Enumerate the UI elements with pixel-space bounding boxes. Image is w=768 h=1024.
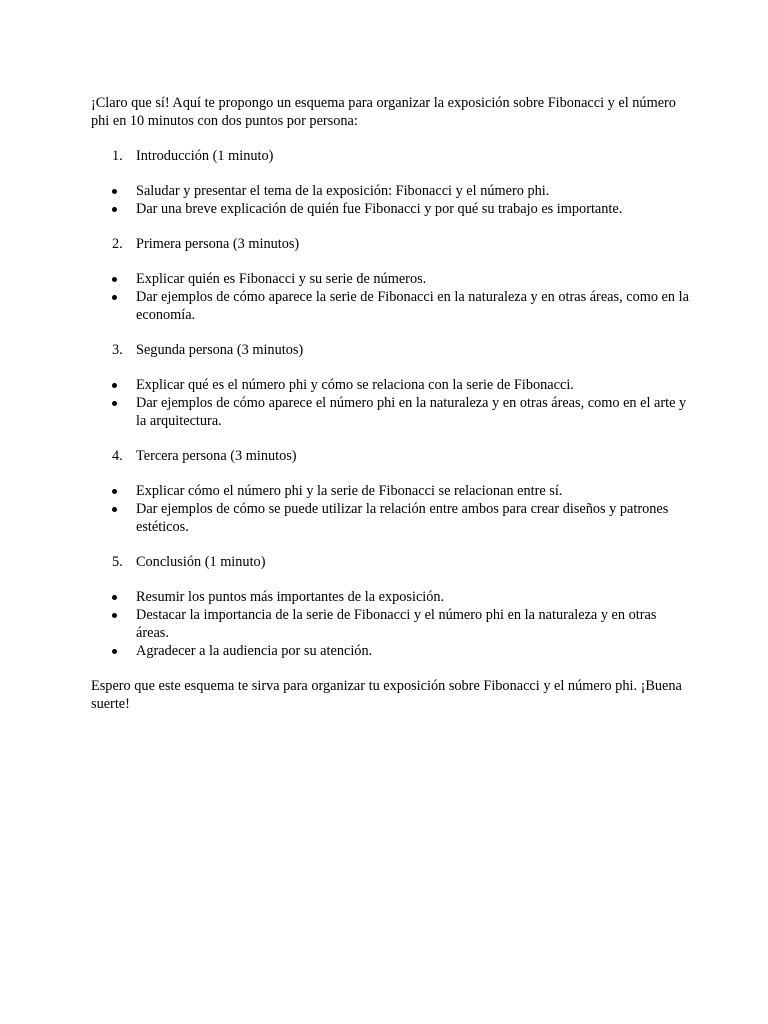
section-title: Tercera persona (3 minutos) [136, 448, 297, 464]
bullet-text: Explicar quién es Fibonacci y su serie de números. [136, 271, 427, 287]
bullet-list [91, 588, 691, 660]
bullet-list [91, 376, 691, 430]
bullet-icon [112, 489, 117, 494]
bullet-item [91, 606, 691, 642]
bullet-text: Dar ejemplos de cómo aparece la serie de Fibonacci en la naturaleza y en otras áreas, como en la economía. [136, 289, 689, 323]
bullet-item [91, 394, 691, 430]
bullet-text: Dar una breve explicación de quién fue Fibonacci y por qué su trabajo es importante. [136, 201, 623, 217]
bullet-text: Dar ejemplos de cómo se puede utilizar la relación entre ambos para crear diseños y patrones estéticos. [136, 501, 669, 535]
section-title: Conclusión (1 minuto) [136, 554, 266, 570]
section-2 [91, 235, 691, 324]
bullet-icon [112, 507, 117, 512]
section-heading [91, 447, 691, 465]
section-title: Segunda persona (3 minutos) [136, 342, 304, 358]
bullet-icon [112, 613, 117, 618]
bullet-text: Dar ejemplos de cómo aparece el número phi en la naturaleza y en otras áreas, como en el arte y la arquitectura. [136, 395, 687, 429]
bullet-icon [112, 649, 117, 654]
section-4 [91, 447, 691, 536]
bullet-text: Resumir los puntos más importantes de la exposición. [136, 589, 445, 605]
bullet-item [91, 200, 691, 218]
section-5 [91, 553, 691, 660]
bullet-item [91, 270, 691, 288]
section-number: 2. [112, 236, 123, 252]
bullet-list [91, 182, 691, 218]
bullet-icon [112, 383, 117, 388]
bullet-text: Explicar cómo el número phi y la serie de Fibonacci se relacionan entre sí. [136, 483, 563, 499]
bullet-icon [112, 295, 117, 300]
bullet-item [91, 182, 691, 200]
intro-paragraph: ¡Claro que sí! Aquí te propongo un esquema para organizar la exposición sobre Fibonacci y el número phi en 10 minutos con dos puntos por persona: [91, 95, 676, 129]
section-heading [91, 341, 691, 359]
section-heading [91, 553, 691, 571]
bullet-item [91, 642, 691, 660]
section-number: 4. [112, 448, 123, 464]
document-content [91, 94, 691, 713]
section-number: 5. [112, 554, 123, 570]
bullet-list [91, 482, 691, 536]
bullet-text: Agradecer a la audiencia por su atención. [136, 643, 373, 659]
bullet-icon [112, 207, 117, 212]
section-number: 1. [112, 148, 123, 164]
bullet-item [91, 588, 691, 606]
bullet-item [91, 376, 691, 394]
bullet-text: Explicar qué es el número phi y cómo se relaciona con la serie de Fibonacci. [136, 377, 574, 393]
bullet-item [91, 482, 691, 500]
bullet-item [91, 288, 691, 324]
bullet-text: Destacar la importancia de la serie de Fibonacci y el número phi en la naturaleza y en otras áreas. [136, 607, 657, 641]
bullet-icon [112, 189, 117, 194]
section-heading [91, 147, 691, 165]
bullet-icon [112, 595, 117, 600]
bullet-item [91, 500, 691, 536]
section-3 [91, 341, 691, 430]
section-title: Primera persona (3 minutos) [136, 236, 300, 252]
closing-paragraph: Espero que este esquema te sirva para organizar tu exposición sobre Fibonacci y el número phi. ¡Buena suerte! [91, 678, 682, 712]
bullet-icon [112, 277, 117, 282]
bullet-text: Saludar y presentar el tema de la exposición: Fibonacci y el número phi. [136, 183, 550, 199]
bullet-icon [112, 401, 117, 406]
section-number: 3. [112, 342, 123, 358]
section-title: Introducción (1 minuto) [136, 148, 274, 164]
section-1 [91, 147, 691, 218]
bullet-list [91, 270, 691, 324]
section-heading [91, 235, 691, 253]
